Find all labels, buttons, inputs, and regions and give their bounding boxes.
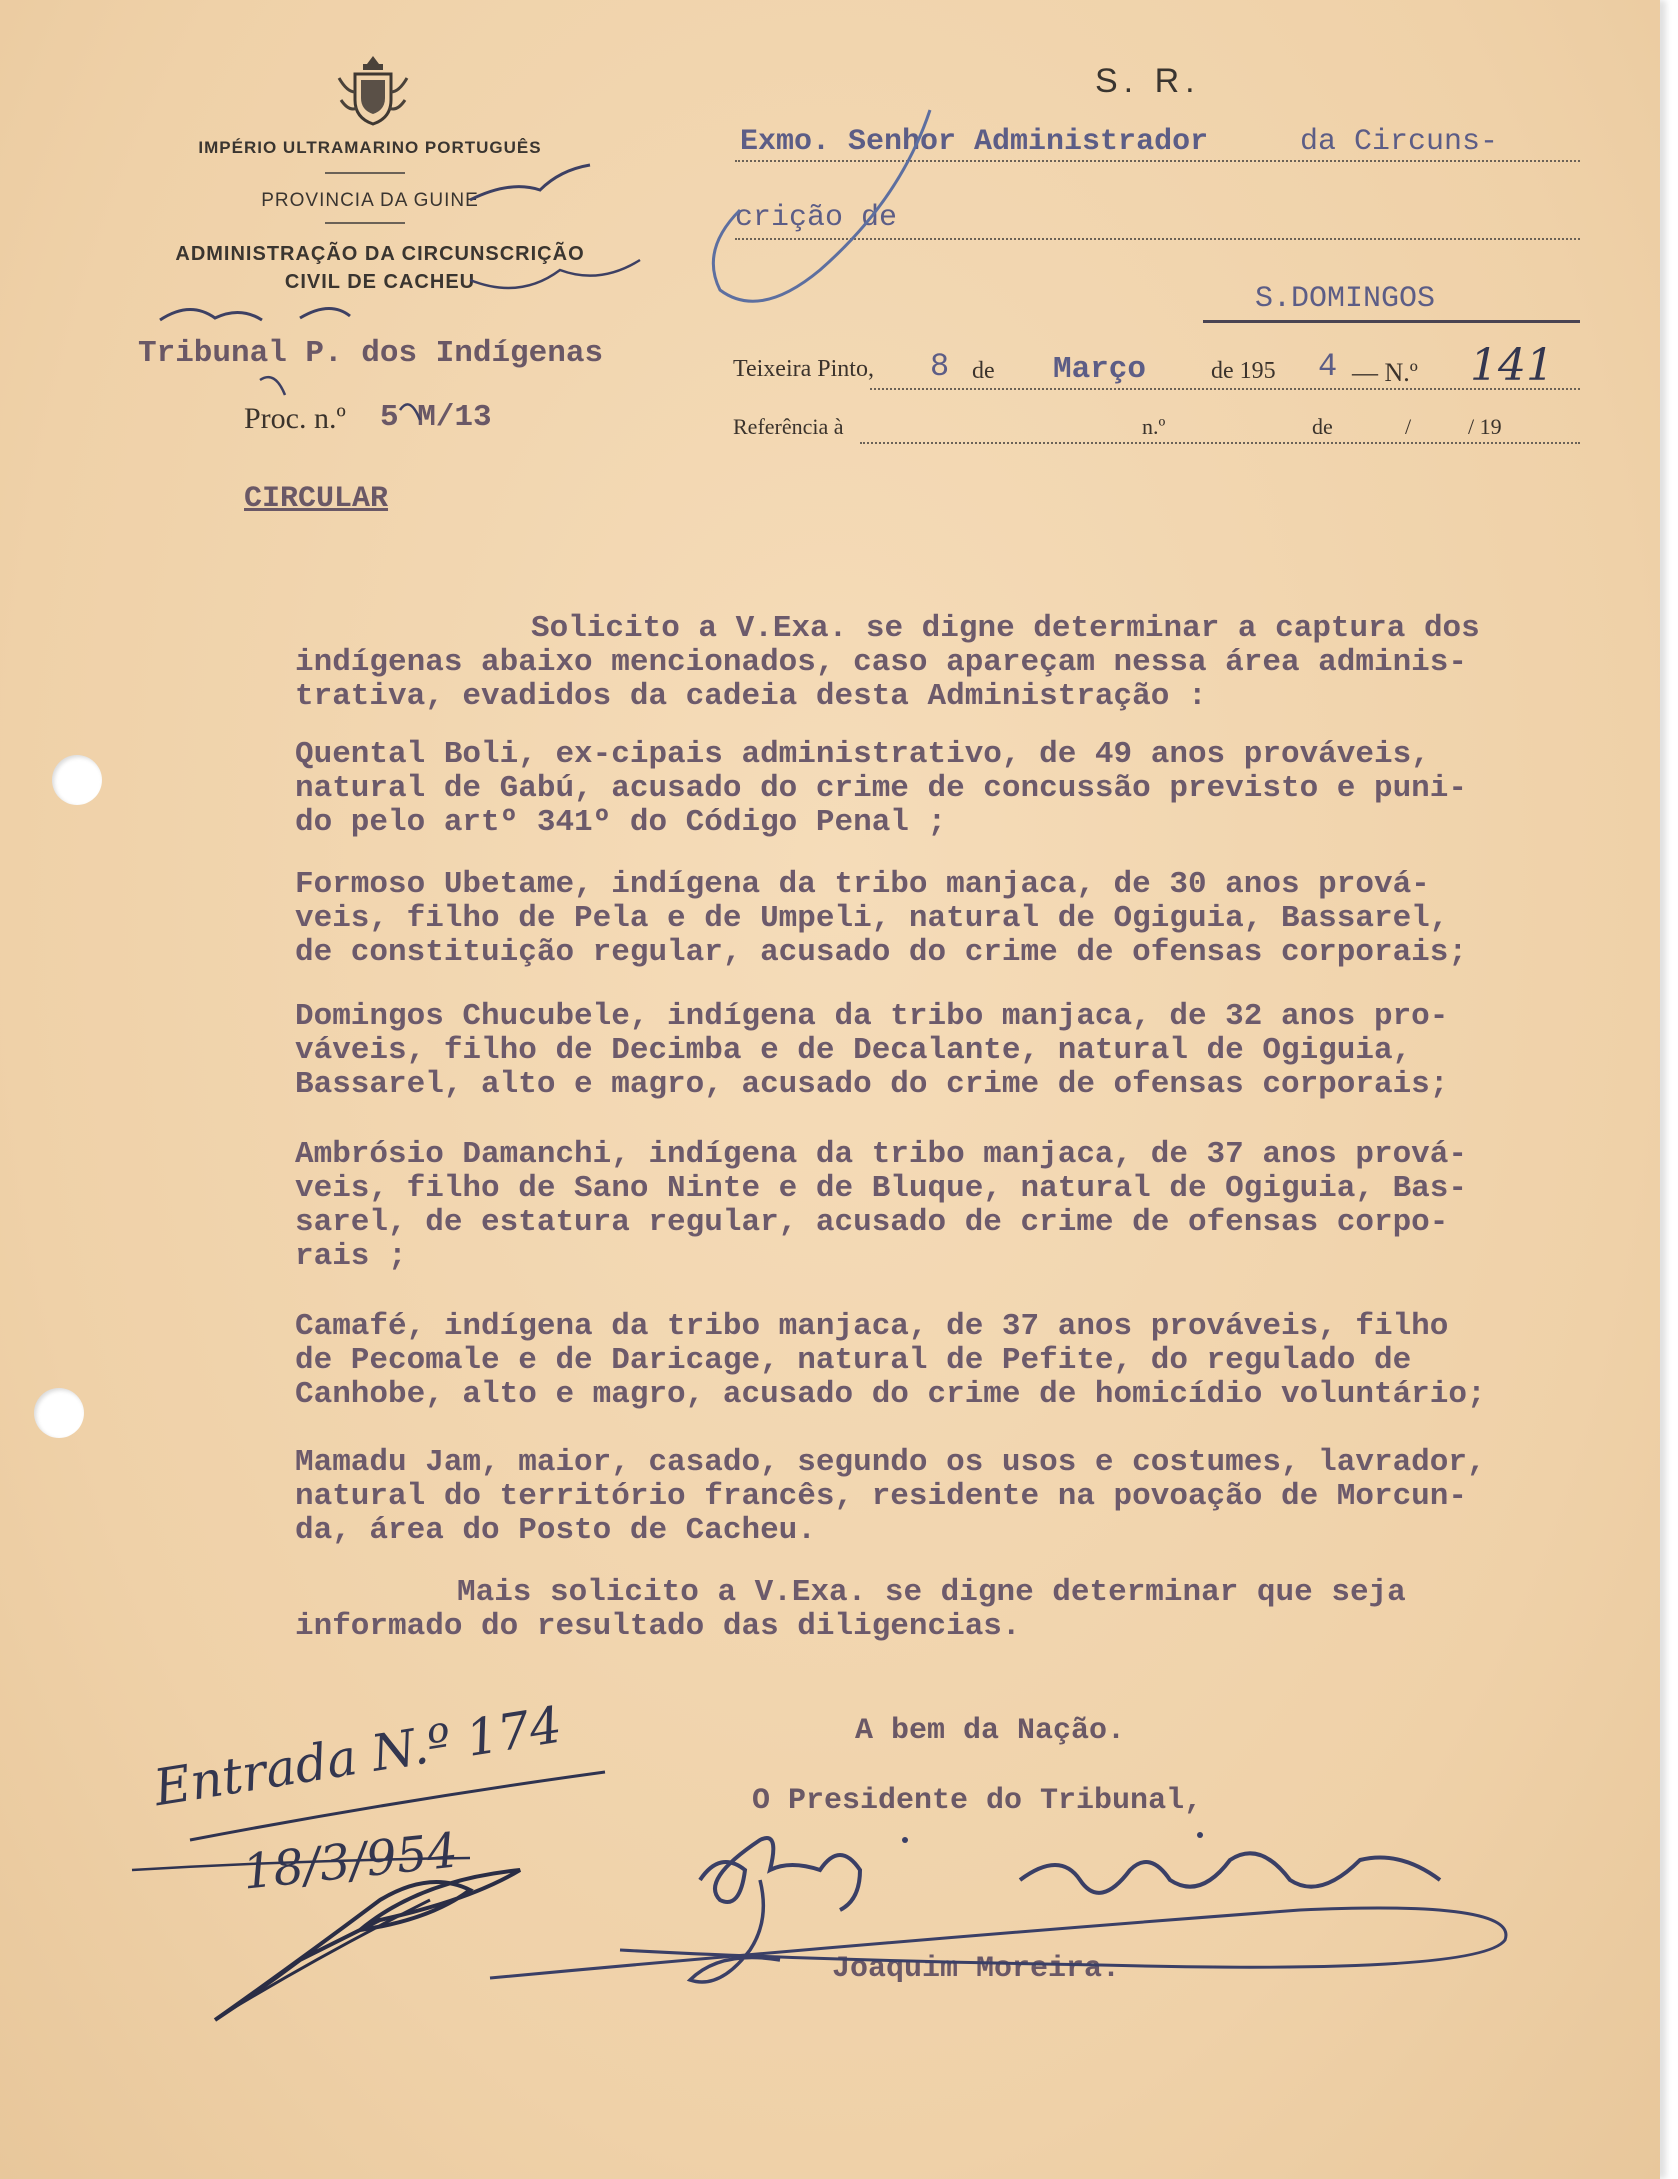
tribunal-heading: Tribunal P. dos Indígenas (138, 336, 604, 371)
body-paragraph-camafe: Camafé, indígena da tribo manjaca, de 37 anos prováveis, filho de Pecomale e de Daricage, natural de Pefite, do regulado de Canhobe, alto e magro, acusado do crime de homicídio voluntário; (295, 1309, 1486, 1412)
dateline-number: 141 (1470, 340, 1554, 391)
reference-de-label: de (1312, 414, 1333, 439)
dateline-year-prefix: de 195 (1211, 358, 1276, 384)
administration-heading-line2: CIVIL DE CACHEU (284, 271, 476, 293)
reference-n-label: n.º (1142, 414, 1166, 439)
dateline-day: 8 (930, 348, 950, 385)
body-paragraph-intro: Solicito a V.Exa. se digne determinar a captura dos indígenas abaixo mencionados, caso apareçam nessa área adminis- trativa, evadidos da cadeia desta Administração : (295, 611, 1480, 714)
handwritten-entry-date: 18/3/954 (240, 1822, 461, 1901)
proc-number: 5 M/13 (380, 400, 492, 435)
circular-title: CIRCULAR (244, 482, 389, 516)
dateline-number-label: — N.º (1352, 358, 1418, 387)
body-paragraph-formoso-ubetame: Formoso Ubetame, indígena da tribo manjaca, de 30 anos prová- veis, filho de Pela e de Umpeli, natural de Ogiguia, Bassarel, de constituição regular, acusado do crime de ofensas corporais; (295, 867, 1467, 970)
body-paragraph-ambrosio-damanchi: Ambrósio Damanchi, indígena da tribo manjaca, de 37 anos prová- veis, filho de Sano Ninte e de Bluque, natural de Ogiguia, Bas- sarel, de estatura regular, acusado de crime de ofensas corpo- rais ; (295, 1137, 1467, 1274)
reference-label: Referência à (733, 414, 844, 439)
dateline-place: Teixeira Pinto, (733, 356, 874, 382)
addressee-line2: crição de (735, 201, 898, 235)
empire-heading: IMPÉRIO ULTRAMARINO PORTUGUÊS (198, 138, 542, 157)
addressee-line1: Exmo. Senhor Administrador (740, 125, 1209, 159)
administration-heading-line1: ADMINISTRAÇÃO DA CIRCUNSCRIÇÃO (175, 243, 585, 265)
dateline-de: de (972, 358, 995, 384)
closing-salutation: A bem da Nação. (855, 1714, 1126, 1748)
binder-hole (34, 1388, 84, 1438)
body-paragraph-request: Mais solicito a V.Exa. se digne determinar que seja informado do resultado das diligencias. (295, 1575, 1406, 1644)
signatory-name: Joaquim Moreira. (832, 1952, 1121, 1986)
body-paragraph-domingos-chucubele: Domingos Chucubele, indígena da tribo manjaca, de 32 anos pro- váveis, filho de Decimba e de Decalante, natural de Ogiguia, Bassarel, alto e magro, acusado do crime de ofensas corporais; (295, 999, 1449, 1102)
body-paragraph-quental-boli: Quental Boli, ex-cipais administrativo, de 49 anos prováveis, natural de Gabú, acusado do crime de concussão previsto e puni- do pelo artº 341º do Código Penal ; (295, 737, 1467, 840)
initial-scribble (470, 165, 590, 200)
addressee-place: S.DOMINGOS (1255, 282, 1436, 316)
binder-hole (52, 755, 102, 805)
body-paragraph-mamadu-jam: Mamadu Jam, maior, casado, segundo os usos e costumes, lavrador, natural do território francês, residente na povoação de Morcun- da, área do Posto de Cacheu. (295, 1445, 1486, 1548)
proc-label: Proc. n.º (244, 402, 346, 435)
addressee-line1-cont: da Circuns- (1300, 125, 1499, 159)
dateline-month: Março (1053, 352, 1147, 387)
reference-year-prefix: / 19 (1468, 414, 1502, 439)
handwritten-entry-number: Entrada N.º 174 (150, 1695, 566, 1818)
service-label: S. R. (1095, 62, 1201, 100)
province-heading: PROVINCIA DA GUINE (261, 190, 479, 211)
closing-role: O Presidente do Tribunal, (752, 1784, 1203, 1818)
pen-curve-stroke (713, 110, 930, 301)
reference-slash: / (1405, 414, 1412, 439)
dateline-year-digit: 4 (1318, 348, 1338, 385)
